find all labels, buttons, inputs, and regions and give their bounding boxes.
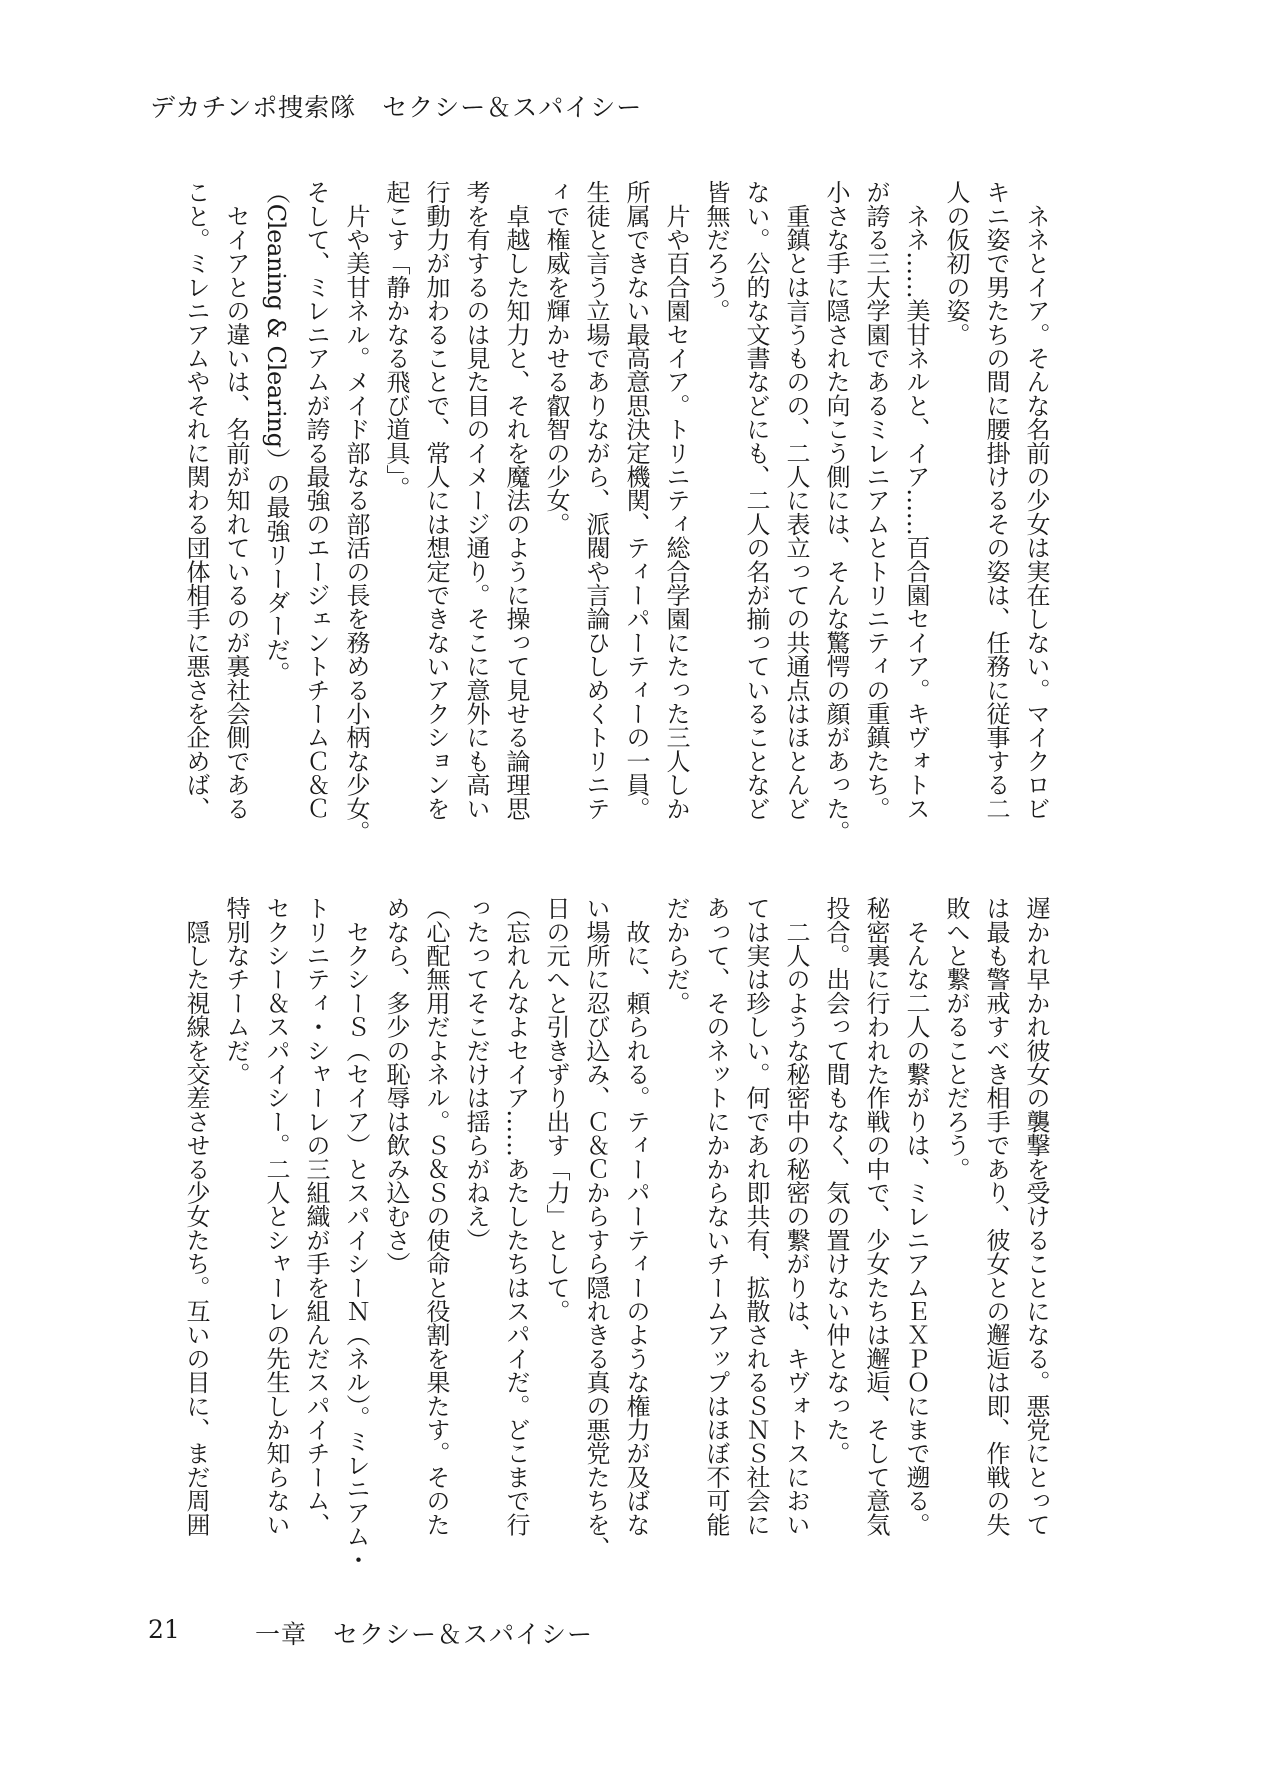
text-column: 秘密裏に行われた作戦の中で、少女たちは邂逅、そして意気 — [862, 896, 890, 1536]
text-column: 小さな手に隠された向こう側には、そんな驚愕の顔があった。 — [822, 180, 850, 844]
text-column: 考を有するのは見た目のイメージ通り。そこに意外にも高い — [462, 180, 490, 820]
text-column: 生徒と言う立場でありながら、派閥や言論ひしめくトリニテ — [582, 180, 610, 820]
text-column: ネネとイア。そんな名前の少女は実在しない。マイクロビ — [1022, 180, 1050, 820]
text-column: 投合。出会って間もなく、気の置けない仲となった。 — [822, 896, 850, 1465]
running-header: デカチンポ捜索隊 セクシー＆スパイシー — [150, 93, 643, 122]
text-column: セイアとの違いは、名前が知れているのが裏社会側である — [222, 180, 250, 820]
text-column: ィで権威を輝かせる叡智の少女。 — [542, 180, 570, 536]
text-block-top — [176, 180, 1056, 880]
text-column: い場所に忍び込み、Ｃ＆Ｃからすら隠れきる真の悪党たちを、 — [582, 896, 610, 1560]
text-column: 重鎮とは言うものの、二人に表立っての共通点はほとんど — [782, 180, 810, 820]
text-column: トリニティ・シャーレの三組織が手を組んだスパイチーム、 — [302, 896, 330, 1536]
text-column: 遅かれ早かれ彼女の襲撃を受けることになる。悪党にとって — [1022, 896, 1050, 1536]
text-column: は最も警戒すべき相手であり、彼女との邂逅は即、作戦の失 — [982, 896, 1010, 1536]
text-column: （Cleaning & Clearing）の最強リーダーだ。 — [262, 180, 290, 685]
text-column: こと。ミレニアムやそれに関わる団体相手に悪さを企めば、 — [182, 180, 210, 820]
text-column: 所属できない最高意思決定機関、ティーパーティーの一員。 — [622, 180, 650, 820]
text-column: キニ姿で男たちの間に腰掛けるその姿は、任務に従事する二 — [982, 180, 1010, 820]
text-column: （忘れんなよセイア……あたしたちはスパイだ。どこまで行 — [502, 896, 530, 1536]
page-number: 21 — [148, 1615, 180, 1644]
text-column: 二人のような秘密中の秘密の繋がりは、キヴォトスにおい — [782, 896, 810, 1536]
text-column: ネネ……美甘ネルと、イア……百合園セイア。キヴォトス — [902, 180, 930, 820]
text-column: 特別なチームだ。 — [222, 896, 250, 1086]
text-column: そんな二人の繋がりは、ミレニアムＥＸＰＯにまで遡る。 — [902, 896, 930, 1536]
text-column: 日の元へと引きずり出す「力」として。 — [542, 896, 570, 1323]
text-column: ない。公的な文書などにも、二人の名が揃っていることなど — [742, 180, 770, 820]
chapter-title: 一章 セクシー＆スパイシー — [255, 1620, 594, 1649]
text-column: あって、そのネットにかからないチームアップはほぼ不可能 — [702, 896, 730, 1536]
text-column: 皆無だろう。 — [702, 180, 730, 323]
text-column: 隠した視線を交差させる少女たち。互いの目に、まだ周囲 — [182, 896, 210, 1536]
text-column: （心配無用だよネル。Ｓ＆Ｓの使命と役割を果たす。そのた — [422, 896, 450, 1536]
text-column: 故に、頼られる。ティーパーティーのような権力が及ばな — [622, 896, 650, 1536]
text-column: そして、ミレニアムが誇る最強のエージェントチームＣ＆Ｃ — [302, 180, 330, 820]
text-column: ては実は珍しい。何であれ即共有、拡散されるＳＮＳ社会に — [742, 896, 770, 1536]
text-column: が誇る三大学園であるミレニアムとトリニティの重鎮たち。 — [862, 180, 890, 820]
text-column: 敗へと繋がることだろう。 — [942, 896, 970, 1181]
text-column: 起こす「静かなる飛び道具」。 — [382, 180, 410, 500]
text-column: セクシーＳ（セイア）とスパイシーＮ（ネル）。ミレニアム・ — [342, 896, 370, 1572]
text-column: 卓越した知力と、それを魔法のように操って見せる論理思 — [502, 180, 530, 820]
text-column: めなら、多少の恥辱は飲み込むさ） — [382, 896, 410, 1276]
text-column: 片や美甘ネル。メイド部なる部活の長を務める小柄な少女。 — [342, 180, 370, 844]
text-column: 行動力が加わることで、常人には想定できないアクションを — [422, 180, 450, 820]
text-block-bottom — [176, 896, 1056, 1596]
text-column: 人の仮初の姿。 — [942, 180, 970, 346]
text-column: セクシー＆スパイシー。二人とシャーレの先生しか知らない — [262, 896, 290, 1536]
text-column: ったってそこだけは揺らがねえ） — [462, 896, 490, 1252]
text-column: 片や百合園セイア。トリニティ総合学園にたった三人しか — [662, 180, 690, 820]
text-column: だからだ。 — [662, 896, 690, 1015]
